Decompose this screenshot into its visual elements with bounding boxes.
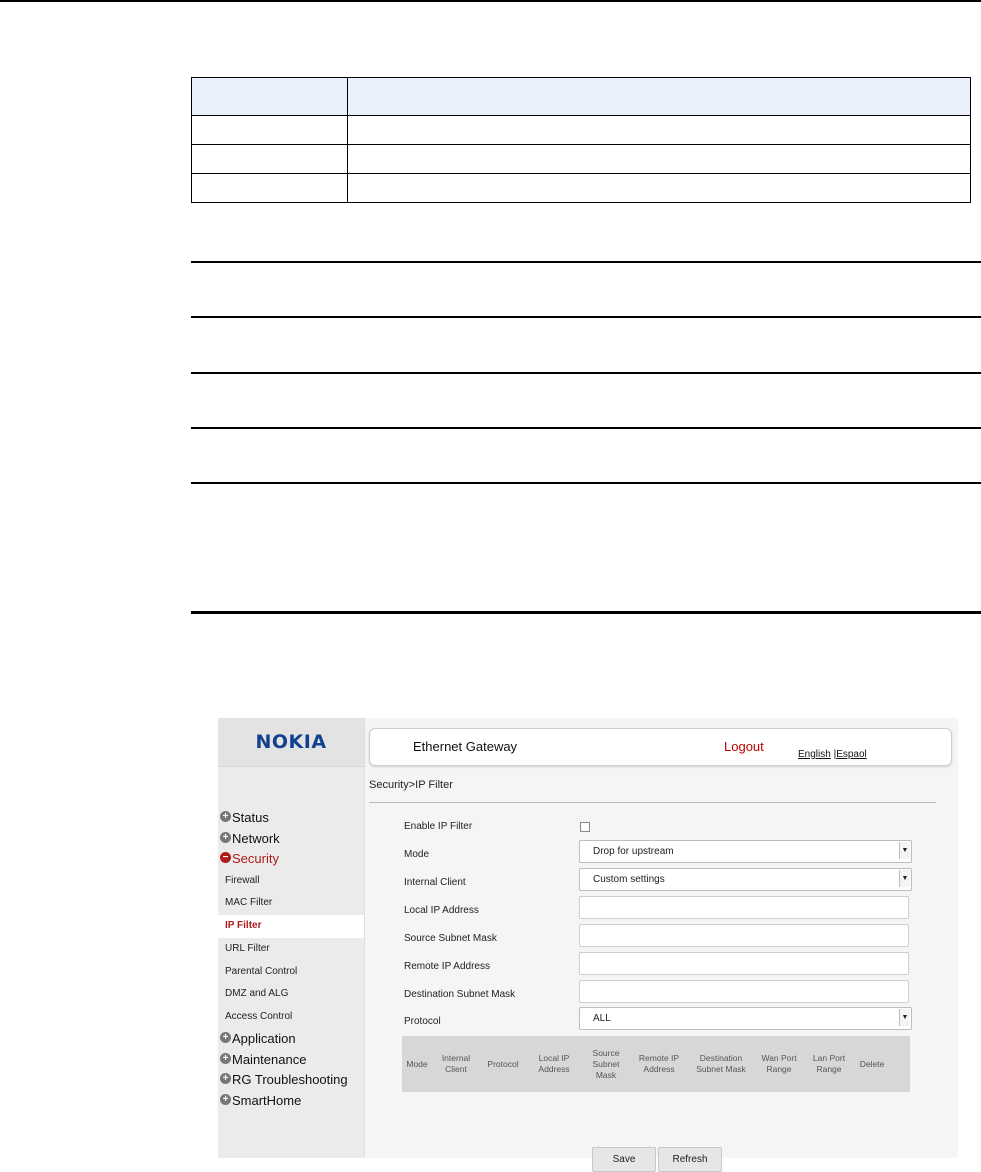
enable-ip-filter-label: Enable IP Filter (404, 821, 473, 832)
sidebar-item-label: Security (232, 851, 279, 866)
plus-icon: + (220, 1094, 231, 1105)
internal-client-label: Internal Client (404, 877, 466, 888)
sidebar-item-status[interactable] (218, 808, 364, 829)
sidebar-item-label: SmartHome (232, 1092, 302, 1108)
save-button[interactable]: Save (592, 1147, 656, 1172)
breadcrumb-divider (369, 802, 936, 803)
router-screenshot (218, 718, 958, 1165)
column-header: Mode (406, 1058, 428, 1069)
doc-table-row (192, 145, 971, 174)
doc-table-header-row (192, 78, 971, 116)
page-top-rule (0, 0, 981, 2)
doc-rule-bottom (191, 611, 981, 614)
plus-icon: + (220, 1032, 231, 1043)
protocol-label: Protocol (404, 1016, 441, 1027)
column-header: Internal Client (441, 1053, 471, 1074)
doc-rule (191, 372, 981, 374)
gateway-title: Ethernet Gateway (413, 739, 518, 754)
sidebar-item-mac-filter[interactable]: MAC Filter (225, 897, 273, 909)
breadcrumb: Security>IP Filter (369, 779, 453, 791)
sidebar-item-label: Network (232, 830, 280, 846)
sidebar-item-label: Status (232, 810, 269, 825)
sidebar-item-dmz-alg[interactable]: DMZ and ALG (225, 988, 289, 1000)
sidebar-nav (218, 808, 364, 1111)
internal-client-select[interactable] (579, 868, 912, 891)
sidebar-item-label: Maintenance (232, 1051, 307, 1067)
logo-box (218, 718, 364, 767)
sidebar-item-ip-filter[interactable]: IP Filter (218, 915, 364, 938)
column-header: Source Subnet Mask (592, 1047, 620, 1080)
remote-ip-label: Remote IP Address (404, 961, 490, 972)
plus-icon: + (220, 811, 231, 822)
doc-rule (191, 261, 981, 263)
header-bar (369, 728, 952, 766)
source-subnet-mask-input[interactable] (579, 924, 909, 947)
local-ip-input[interactable] (579, 896, 909, 919)
protocol-select-value: ALL (593, 1013, 611, 1024)
sidebar-item-smarthome[interactable] (218, 1091, 364, 1112)
source-subnet-mask-label: Source Subnet Mask (404, 933, 497, 944)
column-header: Delete (859, 1058, 885, 1069)
sidebar (218, 718, 365, 1158)
doc-rule (191, 427, 981, 429)
plus-icon: + (220, 832, 231, 843)
sidebar-item-application[interactable] (218, 1029, 364, 1050)
doc-table-row (192, 116, 971, 145)
minus-icon: − (220, 852, 231, 863)
nokia-logo: NOKIA (255, 731, 327, 753)
plus-icon: + (220, 1053, 231, 1064)
doc-rule (191, 482, 981, 484)
doc-table (191, 77, 971, 203)
sidebar-item-network[interactable] (218, 829, 364, 850)
sidebar-item-label: Application (232, 1031, 296, 1047)
remote-ip-input[interactable] (579, 952, 909, 975)
column-header: Protocol (487, 1058, 519, 1069)
sidebar-item-url-filter[interactable]: URL Filter (225, 942, 270, 954)
mode-select-value: Drop for upstream (593, 846, 674, 857)
filter-table-header (402, 1036, 910, 1092)
column-header: Remote IP Address (638, 1053, 680, 1074)
internal-client-select-value: Custom settings (593, 874, 665, 885)
sidebar-item-firewall[interactable]: Firewall (225, 874, 260, 886)
column-header: Destination Subnet Mask (696, 1053, 746, 1074)
lang-english-link[interactable]: English (798, 749, 831, 760)
sidebar-item-parental-control[interactable]: Parental Control (225, 965, 298, 977)
logout-link[interactable]: Logout (724, 739, 764, 754)
lang-separator: | (830, 749, 837, 760)
column-header: Wan Port Range (761, 1053, 797, 1074)
doc-rule (191, 316, 981, 318)
sidebar-item-maintenance[interactable] (218, 1050, 364, 1071)
chevron-down-icon[interactable]: ▼ (899, 842, 910, 859)
column-header: Lan Port Range (812, 1053, 846, 1074)
mode-label: Mode (404, 849, 430, 860)
sidebar-item-rg-troubleshooting[interactable] (218, 1070, 364, 1091)
local-ip-label: Local IP Address (404, 905, 479, 916)
language-switch (798, 749, 867, 760)
destination-subnet-mask-input[interactable] (579, 980, 909, 1003)
refresh-button[interactable]: Refresh (658, 1147, 722, 1172)
sidebar-item-access-control[interactable]: Access Control (225, 1011, 293, 1023)
sidebar-item-security[interactable] (218, 849, 364, 870)
chevron-down-icon[interactable]: ▼ (899, 870, 910, 887)
column-header: Local IP Address (538, 1053, 570, 1074)
chevron-down-icon[interactable]: ▼ (899, 1009, 910, 1026)
protocol-select[interactable] (579, 1007, 912, 1030)
doc-table-row (192, 174, 971, 203)
lang-spanish-link[interactable]: Espaol (836, 749, 867, 760)
mode-select[interactable] (579, 840, 912, 863)
destination-subnet-mask-label: Destination Subnet Mask (404, 989, 516, 1000)
sidebar-item-label: RG Troubleshooting (232, 1072, 348, 1088)
plus-icon: + (220, 1073, 231, 1084)
enable-ip-filter-checkbox[interactable] (580, 822, 590, 832)
